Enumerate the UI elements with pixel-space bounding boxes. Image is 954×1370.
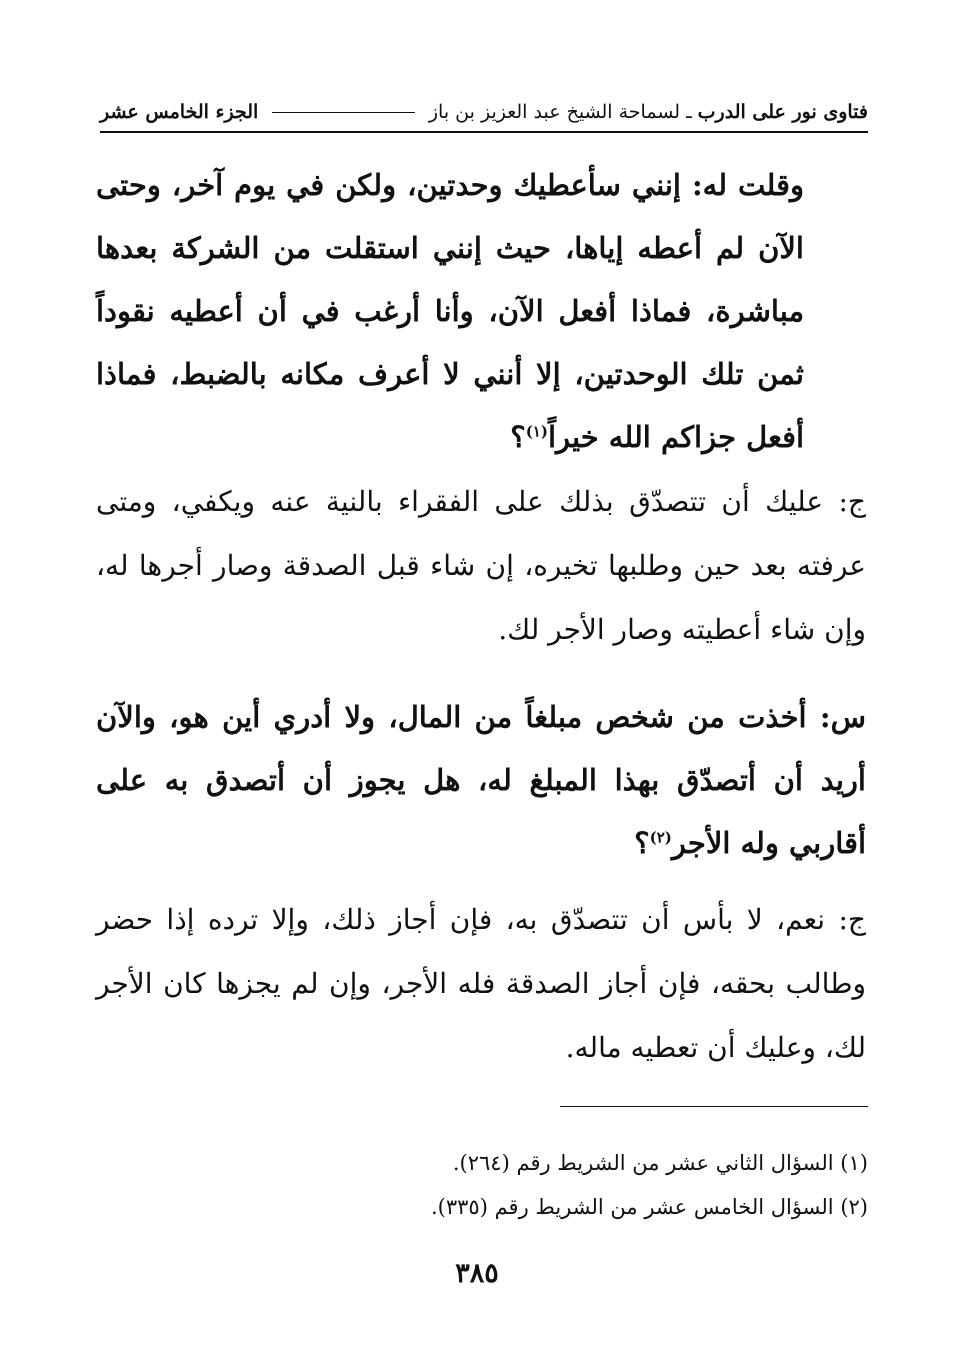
footnote-separator [560, 1106, 868, 1107]
answer-paragraph-1 [96, 470, 866, 662]
header-divider [100, 131, 868, 133]
footnote-1: (١) السؤال الثاني عشر من الشريط رقم (٢٦٤). [452, 1151, 868, 1175]
running-header [100, 92, 868, 132]
footnote-2: (٢) السؤال الخامس عشر من الشريط رقم (٣٣٥). [430, 1195, 868, 1219]
question-text: س: أخذت من شخص مبلغاً من المال، ولا أدري أين هو، والآن أريد أن أتصدّق بهذا المبلغ له، هل يجوز أن أتصدق به على أقاربي وله الأجر [96, 700, 866, 860]
header-dash: ـ [686, 101, 692, 123]
question-continuation [96, 154, 866, 469]
question-mark: ؟ [634, 826, 650, 860]
book-title: فتاوى نور على الدرب [697, 101, 868, 123]
answer-text: ج: عليك أن تتصدّق بذلك على الفقراء بالنية عنه ويكفي، ومتى عرفته بعد حين وطلبها تخيره، إن شاء قبل الصدقة وصار أجرها له، وإن شاء أعطيته وصار الأجر لك. [96, 485, 866, 646]
header-rule [272, 112, 415, 113]
question-mark: ؟ [510, 420, 526, 454]
question-paragraph-2 [96, 686, 866, 875]
footnote-ref-2: (٢) [649, 828, 672, 847]
footnote-ref-1: (١) [525, 422, 548, 441]
page-number: ٣٨٥ [455, 1258, 499, 1289]
question-text: وقلت له: إنني سأعطيك وحدتين، ولكن في يوم آخر، وحتى الآن لم أعطه إياها، حيث إنني استقلت من الشركة بعدها مباشرة، فماذا أفعل الآن، وأنا أرغب في أن أعطيه نقوداً ثمن تلك الوحدتين، إلا أنني لا أعرف مكانه بالضبط، فماذا أفعل جزاكم الله خيراً [96, 168, 804, 454]
author-line: لسماحة الشيخ عبد العزيز بن باز [428, 101, 681, 123]
answer-paragraph-2 [96, 888, 866, 1080]
answer-text: ج: نعم، لا بأس أن تتصدّق به، فإن أجاز ذلك، وإلا ترده إذا حضر وطالب بحقه، فإن أجاز الصدقة فله الأجر، وإن لم يجزها كان الأجر لك، وعليك أن تعطيه ماله. [96, 903, 866, 1064]
volume-label: الجزء الخامس عشر [100, 101, 259, 123]
